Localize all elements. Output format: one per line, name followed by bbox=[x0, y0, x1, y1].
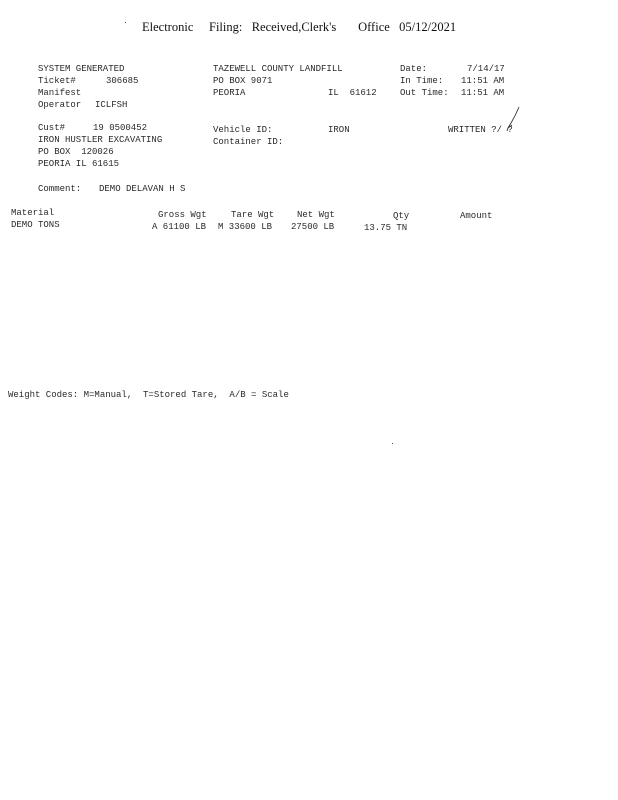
written-label: WRITTEN ?/ ? bbox=[448, 125, 513, 135]
date-label: Date: bbox=[400, 64, 428, 74]
scan-speck bbox=[125, 22, 126, 23]
header-net-wgt: Net Wgt bbox=[297, 210, 335, 220]
container-label: Container ID: bbox=[213, 137, 284, 147]
comment-value: DEMO DELAVAN H S bbox=[99, 184, 186, 194]
site-po-box: PO BOX 9071 bbox=[213, 76, 273, 86]
site-city: PEORIA bbox=[213, 88, 246, 98]
manifest-label: Manifest bbox=[38, 88, 82, 98]
header-amount: Amount bbox=[460, 211, 493, 221]
header-tare-wgt: Tare Wgt bbox=[231, 210, 275, 220]
header-qty: Qty bbox=[393, 211, 410, 221]
ticket-number: 306685 bbox=[106, 76, 139, 86]
operator-label: Operator bbox=[38, 100, 82, 110]
cust-number: 19 0500452 bbox=[93, 123, 148, 133]
out-time-value: 11:51 AM bbox=[461, 88, 505, 98]
row-material: DEMO TONS bbox=[11, 220, 60, 230]
row-gross-wgt: A 61100 LB bbox=[152, 222, 207, 232]
row-net-wgt: 27500 LB bbox=[291, 222, 335, 232]
row-tare-wgt: M 33600 LB bbox=[218, 222, 273, 232]
vehicle-value: IRON bbox=[328, 125, 350, 135]
weight-codes-legend: Weight Codes: M=Manual, T=Stored Tare, A/B = Scale bbox=[8, 390, 289, 400]
vehicle-label: Vehicle ID: bbox=[213, 125, 273, 135]
customer-po-box: PO BOX 120026 bbox=[38, 147, 114, 157]
site-name: TAZEWELL COUNTY LANDFILL bbox=[213, 64, 343, 74]
customer-name: IRON HUSTLER EXCAVATING bbox=[38, 135, 163, 145]
ticket-label: Ticket# bbox=[38, 76, 76, 86]
pen-mark-icon bbox=[505, 106, 521, 132]
cust-label: Cust# bbox=[38, 123, 66, 133]
header-material: Material bbox=[11, 208, 55, 218]
operator-value: ICLFSH bbox=[95, 100, 128, 110]
out-time-label: Out Time: bbox=[400, 88, 449, 98]
comment-label: Comment: bbox=[38, 184, 82, 194]
in-time-label: In Time: bbox=[400, 76, 444, 86]
customer-city: PEORIA IL 61615 bbox=[38, 159, 120, 169]
filing-stamp: Electronic Filing: Received,Clerk's Office 05/12/2021 bbox=[142, 20, 457, 34]
header-gross-wgt: Gross Wgt bbox=[158, 210, 207, 220]
date-value: 7/14/17 bbox=[467, 64, 505, 74]
in-time-value: 11:51 AM bbox=[461, 76, 505, 86]
site-state-zip: IL 61612 bbox=[328, 88, 377, 98]
row-qty: 13.75 TN bbox=[364, 223, 408, 233]
scan-speck bbox=[392, 443, 393, 444]
system-generated-label: SYSTEM GENERATED bbox=[38, 64, 125, 74]
